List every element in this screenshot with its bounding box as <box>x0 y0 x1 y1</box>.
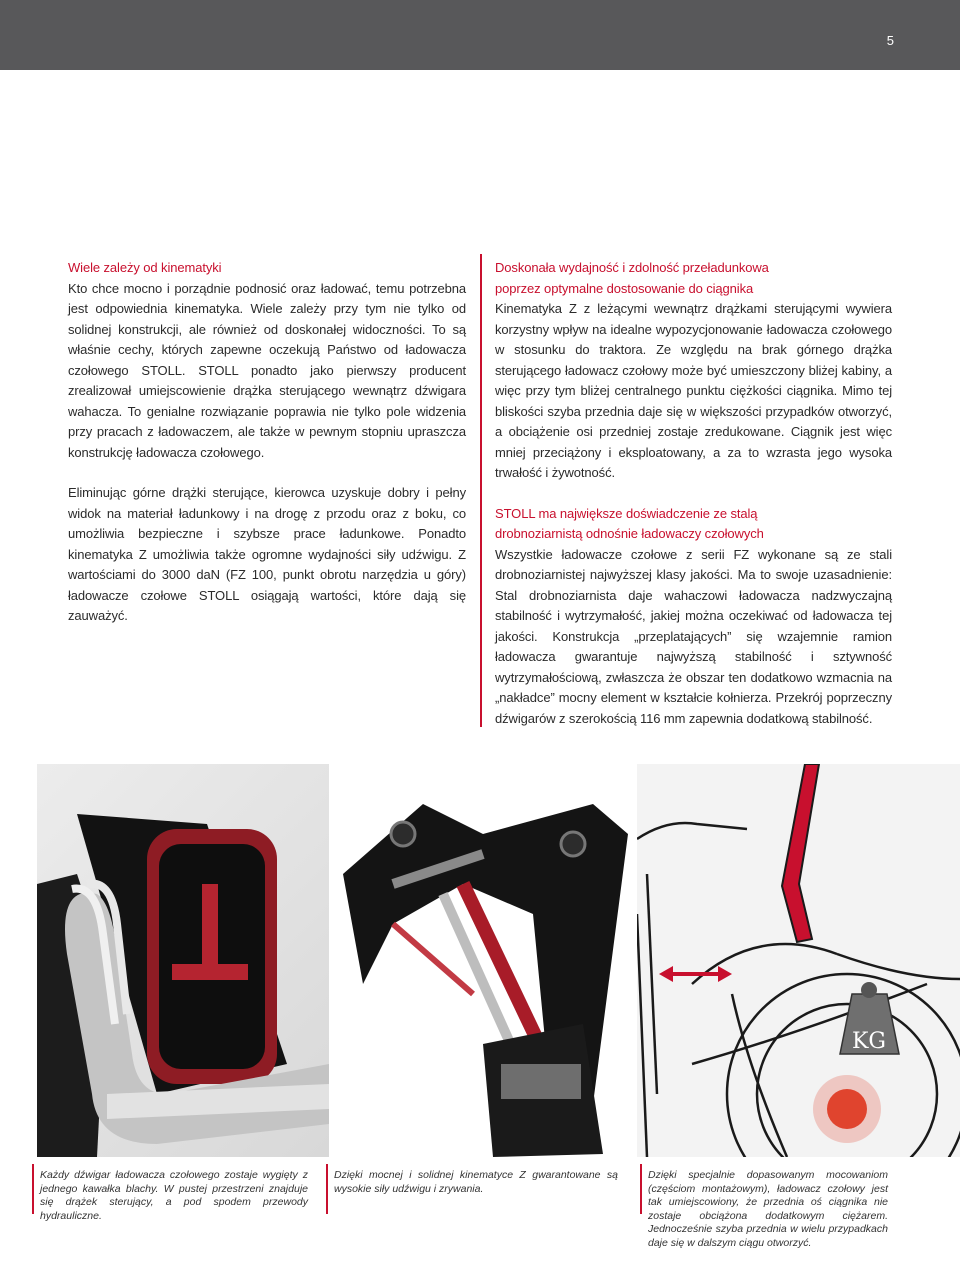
body-paragraph: Eliminując górne drążki sterujące, kierowca uzyskuje dobry i pełny widok na materiał ładunkowy i na drogę z przodu oraz z boku, co umożliwia bezpieczne i szybsze prace ładunkowe. Ponadto kinematyka Z umożliwia także ogromne wydajności siły udźwigu. Z wartościami do 3000 daN (FZ 100, punkt obrotu narzędzia u góry) ładowacze czołowe STOLL osiągają wartości, które dają się zauważyć. <box>68 485 466 623</box>
photo-strip <box>37 764 960 1157</box>
left-column <box>68 258 466 627</box>
caption-marker <box>32 1164 34 1214</box>
body-paragraph: Kto chce mocno i porządnie podnosić oraz ładować, temu potrzebna jest odpowiednia kinematyka. Wiele zależy przy tym nie tylko od solidnej konstrukcji, ale również od doskonałej widoczności. To są właśnie cechy, których zapewne oczekują Państwo od ładowacza czołowego STOLL. STOLL ponadto jako pierwszy producent zrealizował umiejscowienie drążka sterującego wewnątrz dźwigara wahacza. To genialne rozwiązanie poprawia nie tylko pole widzenia przy pracach z ładowaczem, ale także w pewnym stopniu upraszcza konstrukcję ładowacza czołowego. <box>68 280 466 460</box>
section-heading-performance-line2: poprzez optymalne dostosowanie do ciągnika <box>495 280 754 296</box>
photo-z-kinematics-loader <box>333 764 632 1157</box>
section-heading-steel-line2: drobnoziarnistą odnośnie ładowaczy czołowych <box>495 526 764 541</box>
body-paragraph: Kinematyka Z z leżącymi wewnątrz drążkami sterującymi wywiera korzystny wpływ na idealne wypozycjonowanie ładowacza czołowego w stosunku do traktora. Ze względu na brak górnego drążka sterującego ładowacz czołowy może być umieszczony bliżej kabiny, a więc przy tym bliżej centralnego punktu ciężkości ciągnika. Mimo tej bliskości szyba przednia daje się w większości przypadków otworzyć, a obciążenie osi przedniej zostaje zredukowane. Ciągnik jest więc mniej przeciążony i eksploatowany, a za to wzrasta jego wysoka trwałość i żywotność. <box>495 301 892 480</box>
weight-kg-label: KG <box>851 1029 887 1054</box>
photo-tractor-weight-diagram <box>637 764 960 1157</box>
right-column <box>495 258 892 729</box>
section-heading-performance: Doskonała wydajność i zdolność przeładunkowa <box>495 260 769 275</box>
body-paragraph: Wszystkie ładowacze czołowe z serii FZ wykonane są ze stali drobnoziarnistej najwyższej klasy jakości. Ma to swoje uzasadnienie: Stal drobnoziarnista daje wahaczowi ładowacza nadzwyczajną stabilność i wytrzymałość, jakiej można oczekiwać od ładowacza tej jakości. Konstrukcja „przeplatających” się wzajemnie ramion ładowacza gwarantuje najwyższą stabilność i sztywność wytrzymałościową, zwłaszcza że obszar ten dodatkowo wzmacnia na „nakładce” mocny element w kształcie kołnierza. Przekrój poprzeczny dźwigarów z szerokością 116 mm zapewnia dodatkową stabilność. <box>495 546 892 726</box>
section-heading-kinematics: Wiele zależy od kinematyki <box>68 260 222 275</box>
caption-kinematics: Dzięki mocnej i solidnej kinematyce Z gwarantowane są wysokie siły udźwigu i zrywania. <box>334 1169 618 1195</box>
caption-tractor: Dzięki specjalnie dopasowanym mocowaniom (częściom montażowym), ładowacz czołowy jest tak umiejscowiony, że przednia oś ciągnika nie zostaje obciążona dodatkowym ciężarem. Jednocześnie szyba przednia w wielu przypadkach daje się w dalszym ciągu otworzyć. <box>648 1169 888 1249</box>
column-divider <box>480 254 482 727</box>
page-number: 5 <box>886 33 894 48</box>
section-heading-steel: STOLL ma największe doświadczenie ze stalą <box>495 505 758 521</box>
caption-beam: Każdy dźwigar ładowacza czołowego zostaje wygięty z jednego kawałka blachy. W pustej przestrzeni znajduje się drążek sterujący, a pod spodem przewody hydrauliczne. <box>40 1169 308 1222</box>
caption-marker <box>326 1164 328 1214</box>
caption-marker <box>640 1164 642 1214</box>
photo-beam-cross-section <box>37 764 329 1157</box>
header-bar <box>0 0 960 70</box>
